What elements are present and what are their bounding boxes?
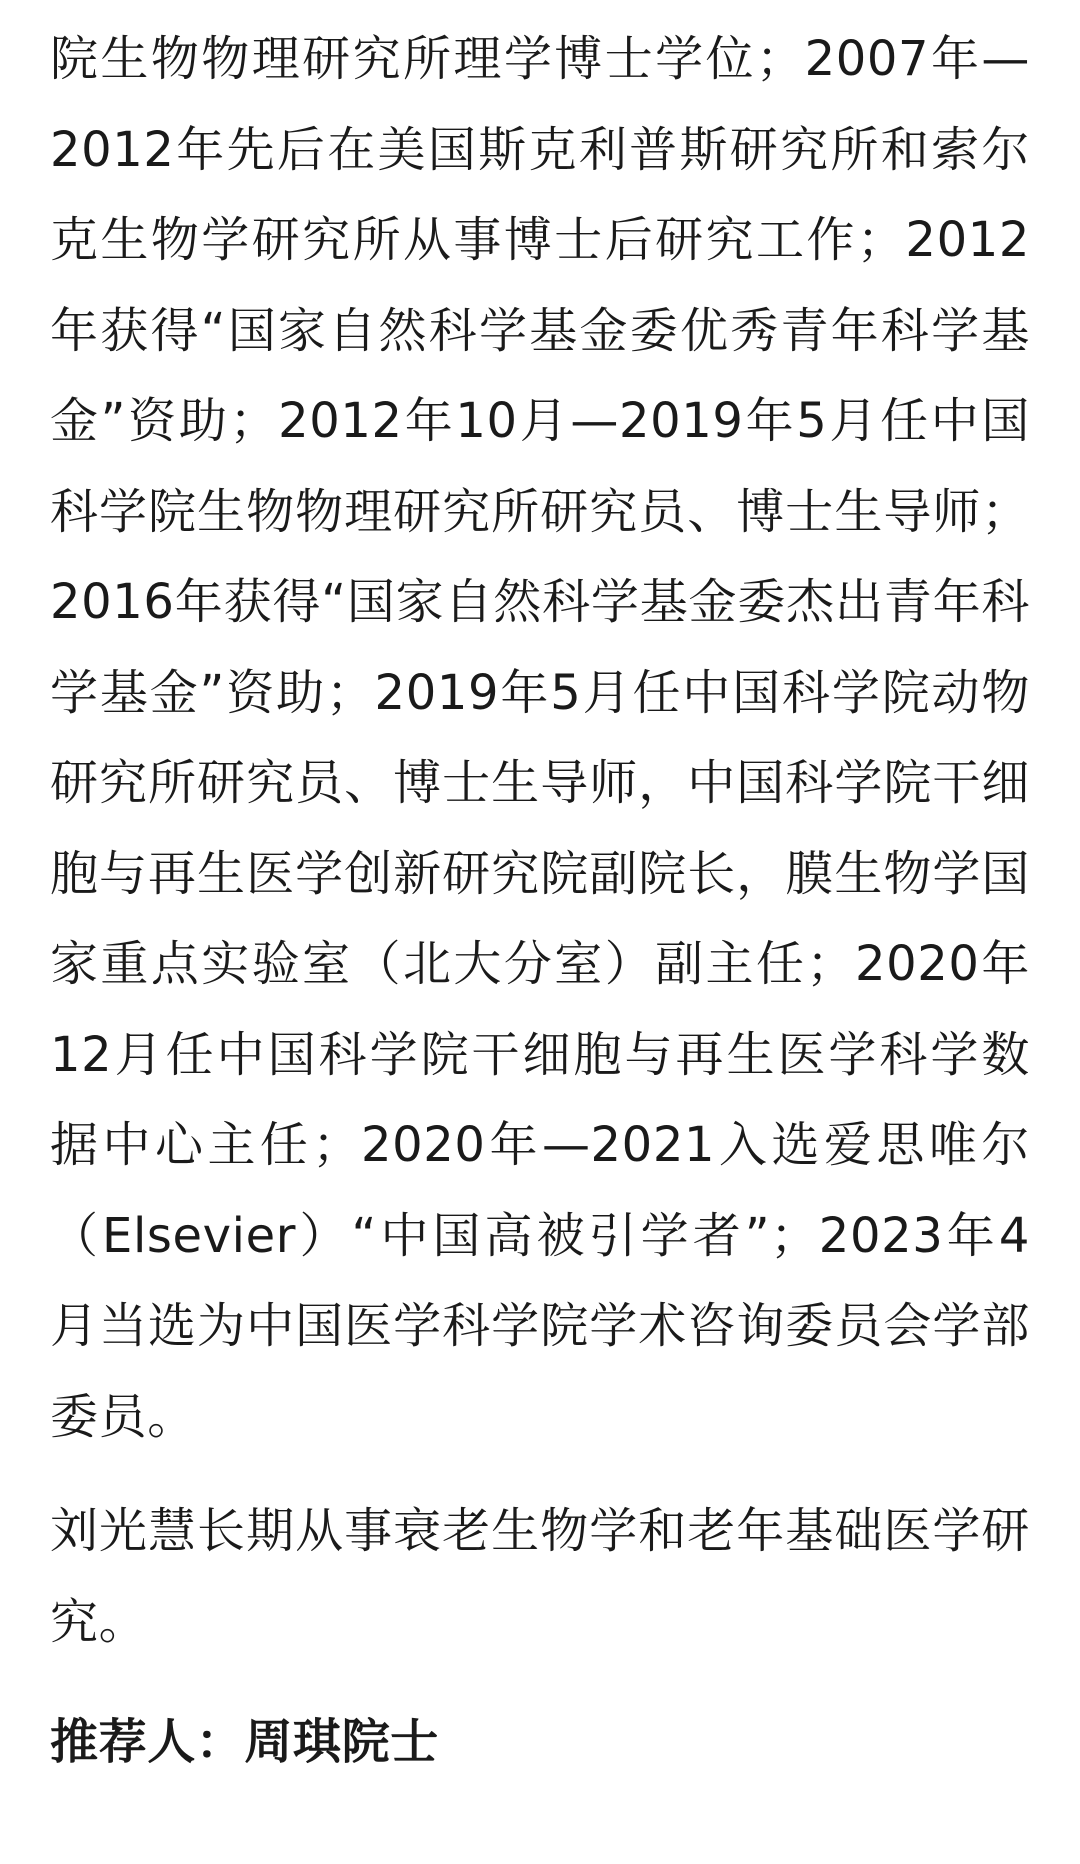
bottom-fade <box>0 1794 1080 1864</box>
biography-paragraph: 院生物物理研究所理学博士学位；2007年—2012年先后在美国斯克利普斯研究所和索尔克生物学研究所从事博士后研究工作；2012年获得“国家自然科学基金委优秀青年科学基金”资助；2012年10月—2019年5月任中国科学院生物物理研究所研究员、博士生导师；2016年获得“国家自然科学基金委杰出青年科学基金”资助；2019年5月任中国科学院动物研究所研究员、博士生导师，中国科学院干细胞与再生医学创新研究院副院长，膜生物学国家重点实验室（北大分室）副主任；2020年12月任中国科学院干细胞与再生医学科学数据中心主任；2020年—2021入选爱思唯尔（Elsevier）“中国高被引学者”；2023年4月当选为中国医学科学院学术咨询委员会学部委员。 <box>50 31 1030 1445</box>
recommender-label: 推荐人： <box>50 1714 245 1770</box>
recommender-line <box>50 1697 1030 1787</box>
recommender-name: 周琪院士 <box>244 1714 439 1770</box>
article-body <box>50 14 1030 1787</box>
research-focus-paragraph: 刘光慧长期从事衰老生物学和老年基础医学研究。 <box>50 1503 1030 1650</box>
